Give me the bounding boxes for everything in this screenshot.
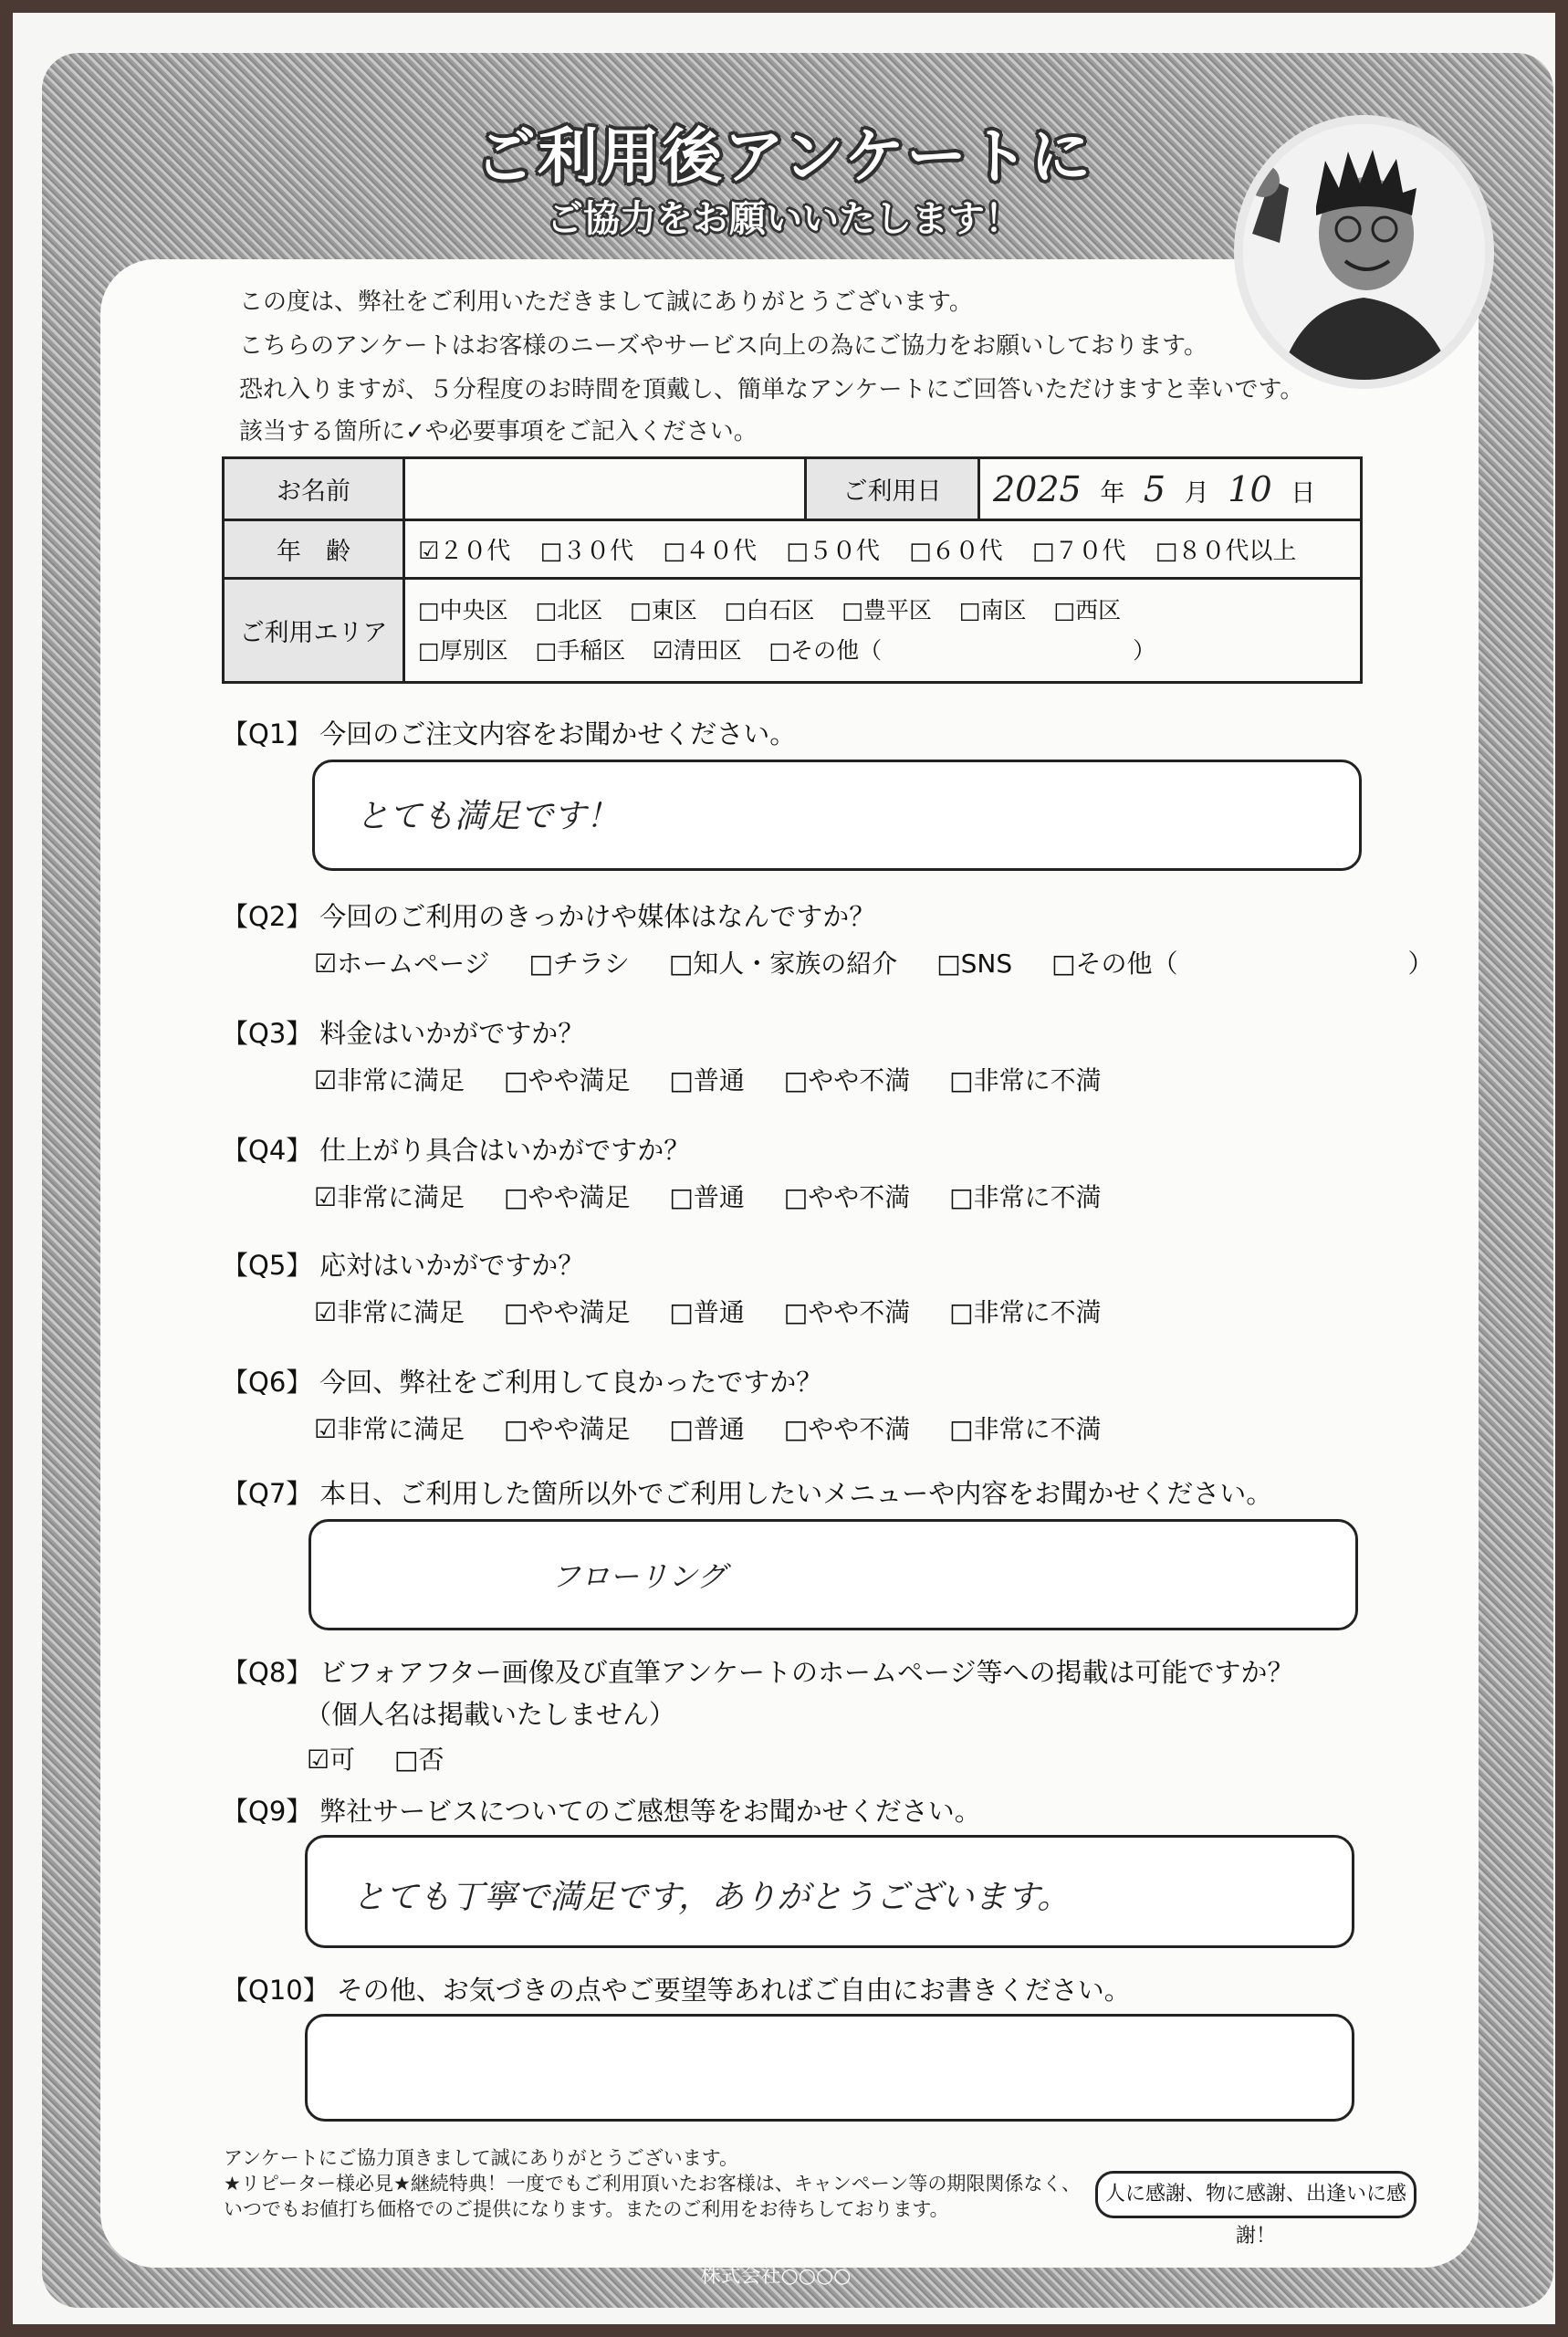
q7-text: 本日、ご利用した箇所以外でご利用したいメニューや内容をお聞かせください。 — [319, 1478, 1273, 1509]
company-motto: 人に感謝、物に感謝、出逢いに感謝！ — [1095, 2171, 1416, 2218]
name-label: お名前 — [224, 458, 404, 520]
q2-number: 【Q2】 — [222, 901, 313, 932]
q7-question — [222, 1473, 1272, 1511]
intro-line-2: こちらのアンケートはお客様のニーズやサービス向上の為にご協力をお願いしております。 — [239, 332, 1208, 360]
q5-question — [222, 1245, 584, 1283]
age-40s-checkbox[interactable]: □４０代 — [663, 538, 757, 565]
intro-line-1: この度は、弊社をご利用いただきまして誠にありがとうございます。 — [239, 288, 973, 316]
age-80s-checkbox[interactable]: □８０代以上 — [1155, 538, 1297, 565]
area-higashi-checkbox[interactable]: □東区 — [630, 596, 697, 624]
area-shiroishi-checkbox[interactable]: □白石区 — [724, 596, 815, 624]
area-other-checkbox[interactable]: □その他（ ） — [768, 636, 1156, 664]
q3-neutral-checkbox[interactable]: □普通 — [669, 1065, 745, 1095]
q2-referral-checkbox[interactable]: □知人・家族の紹介 — [668, 948, 898, 979]
q4-options — [314, 1178, 1133, 1214]
date-day-unit: 日 — [1291, 478, 1316, 508]
date-field[interactable] — [979, 458, 1362, 520]
q2-question — [222, 896, 875, 934]
q2-other-checkbox[interactable]: □その他（ ） — [1051, 948, 1434, 979]
thanks-note: アンケートにご協力頂きまして誠にありがとうございます。 — [224, 2147, 739, 2169]
q9-question — [222, 1791, 981, 1829]
q1-text: 今回のご注文内容をお聞かせください。 — [319, 718, 797, 749]
age-label: 年 齢 — [224, 520, 404, 579]
area-options — [404, 579, 1362, 683]
q4-satisfied-checkbox[interactable]: □やや満足 — [504, 1182, 631, 1212]
age-options — [404, 520, 1362, 579]
q4-number: 【Q4】 — [222, 1135, 313, 1166]
q3-very-satisfied-checkbox[interactable]: ☑非常に満足 — [314, 1065, 465, 1095]
q4-dissatisfied-checkbox[interactable]: □やや不満 — [783, 1182, 911, 1212]
q4-neutral-checkbox[interactable]: □普通 — [669, 1182, 745, 1212]
q6-options — [314, 1410, 1133, 1446]
q9-text: 弊社サービスについてのご感想等をお聞かせください。 — [319, 1796, 981, 1827]
date-day: 10 — [1228, 468, 1272, 509]
q3-dissatisfied-checkbox[interactable]: □やや不満 — [783, 1065, 911, 1095]
q2-options — [314, 944, 1465, 980]
q6-neutral-checkbox[interactable]: □普通 — [669, 1414, 745, 1444]
q7-number: 【Q7】 — [222, 1478, 313, 1509]
q6-dissatisfied-checkbox[interactable]: □やや不満 — [783, 1414, 911, 1444]
q8-text: ビフォアフター画像及び直筆アンケートのホームページ等への掲載は可能ですか？ — [319, 1657, 1294, 1688]
q3-very-dissatisfied-checkbox[interactable]: □非常に不満 — [949, 1065, 1102, 1095]
q1-number: 【Q1】 — [222, 718, 313, 749]
q9-answer: とても丁寧で満足です，ありがとうございます。 — [352, 1879, 1071, 1916]
area-toyohira-checkbox[interactable]: □豊平区 — [841, 596, 932, 624]
intro-line-3: 恐れ入りますが、５分程度のお時間を頂戴し、簡単なアンケートにご回答いただけますと幸いです。 — [239, 376, 1304, 403]
q10-question — [222, 1970, 1131, 2007]
offer-note: いつでもお値打ち価格でのご提供になります。またのご利用をお待ちしております。 — [224, 2198, 949, 2220]
page-title: ご利用後アンケートに — [475, 121, 1093, 192]
q10-text: その他、お気づきの点やご要望等あればご自由にお書きください。 — [336, 1975, 1131, 2006]
staff-photo — [1234, 115, 1494, 389]
date-month: 5 — [1143, 468, 1166, 509]
area-kiyota-checkbox[interactable]: ☑清田区 — [653, 636, 742, 664]
q4-very-satisfied-checkbox[interactable]: ☑非常に満足 — [314, 1182, 465, 1212]
q3-number: 【Q3】 — [222, 1018, 313, 1049]
age-70s-checkbox[interactable]: □７０代 — [1031, 538, 1126, 565]
q4-question — [222, 1130, 690, 1168]
age-60s-checkbox[interactable]: □６０代 — [909, 538, 1003, 565]
date-month-unit: 月 — [1184, 478, 1209, 508]
staff-photo-illustration — [1243, 124, 1485, 380]
age-20s-checkbox[interactable]: ☑２０代 — [418, 538, 511, 565]
area-teine-checkbox[interactable]: □手稲区 — [535, 636, 626, 664]
area-kita-checkbox[interactable]: □北区 — [535, 596, 603, 624]
q5-very-satisfied-checkbox[interactable]: ☑非常に満足 — [314, 1297, 465, 1327]
q1-answer: とても満足です！ — [356, 798, 620, 835]
q8-no-checkbox[interactable]: □否 — [394, 1745, 444, 1775]
area-label: ご利用エリア — [224, 579, 404, 683]
q4-very-dissatisfied-checkbox[interactable]: □非常に不満 — [949, 1182, 1102, 1212]
q8-options — [307, 1740, 475, 1776]
q5-options — [314, 1293, 1133, 1329]
date-year-unit: 年 — [1100, 478, 1125, 508]
intro-line-4: 該当する箇所に✓や必要事項をご記入ください。 — [239, 418, 758, 445]
q3-options — [314, 1061, 1133, 1097]
q3-text: 料金はいかがですか？ — [319, 1018, 585, 1049]
q2-sns-checkbox[interactable]: □SNS — [936, 948, 1013, 979]
q6-satisfied-checkbox[interactable]: □やや満足 — [504, 1414, 631, 1444]
area-atsubetsu-checkbox[interactable]: □厚別区 — [418, 636, 508, 664]
q10-number: 【Q10】 — [222, 1975, 329, 2006]
q2-homepage-checkbox[interactable]: ☑ホームページ — [314, 948, 490, 979]
q7-answer: フローリング — [551, 1559, 727, 1594]
q8-question — [222, 1652, 1293, 1690]
name-field[interactable] — [404, 458, 806, 520]
q5-satisfied-checkbox[interactable]: □やや満足 — [504, 1297, 631, 1327]
repeater-note: ★リピーター様必見★継続特典！一度でもご利用頂いたお客様は、キャンペーン等の期限関係なく、 — [224, 2173, 1081, 2195]
age-30s-checkbox[interactable]: □３０代 — [539, 538, 634, 565]
q6-question — [222, 1362, 822, 1399]
area-chuo-checkbox[interactable]: □中央区 — [418, 596, 508, 624]
customer-info-table — [222, 456, 1363, 684]
q8-number: 【Q8】 — [222, 1657, 313, 1688]
page-subtitle: ご協力をお願いいたします！ — [547, 198, 1021, 240]
date-label: ご利用日 — [806, 458, 979, 520]
date-year: 2025 — [993, 468, 1082, 509]
area-minami-checkbox[interactable]: □南区 — [958, 596, 1027, 624]
q5-very-dissatisfied-checkbox[interactable]: □非常に不満 — [949, 1297, 1102, 1327]
q3-question — [222, 1013, 584, 1051]
age-50s-checkbox[interactable]: □５０代 — [786, 538, 880, 565]
q5-neutral-checkbox[interactable]: □普通 — [669, 1297, 745, 1327]
q6-very-dissatisfied-checkbox[interactable]: □非常に不満 — [949, 1414, 1102, 1444]
q7-answer-box[interactable] — [308, 1519, 1358, 1630]
q6-text: 今回、弊社をご利用して良かったですか？ — [319, 1367, 823, 1398]
q4-text: 仕上がり具合はいかがですか？ — [319, 1135, 691, 1166]
q1-question — [222, 714, 796, 751]
q8-yes-checkbox[interactable]: ☑可 — [307, 1745, 356, 1775]
q5-text: 応対はいかがですか？ — [319, 1250, 585, 1281]
area-nishi-checkbox[interactable]: □西区 — [1053, 596, 1122, 624]
q3-satisfied-checkbox[interactable]: □やや満足 — [504, 1065, 631, 1095]
q2-text: 今回のご利用のきっかけや媒体はなんですか？ — [319, 901, 876, 932]
footer-company: 株式会社○○○○ — [700, 2265, 852, 2288]
q5-number: 【Q5】 — [222, 1250, 313, 1281]
q6-number: 【Q6】 — [222, 1367, 313, 1398]
q9-number: 【Q9】 — [222, 1796, 313, 1827]
q6-very-satisfied-checkbox[interactable]: ☑非常に満足 — [314, 1414, 465, 1444]
q5-dissatisfied-checkbox[interactable]: □やや不満 — [783, 1297, 911, 1327]
q10-answer-box[interactable] — [305, 2014, 1354, 2122]
q2-flyer-checkbox[interactable]: □チラシ — [528, 948, 630, 979]
q8-subtext: （個人名は掲載いたしません） — [305, 1699, 676, 1730]
